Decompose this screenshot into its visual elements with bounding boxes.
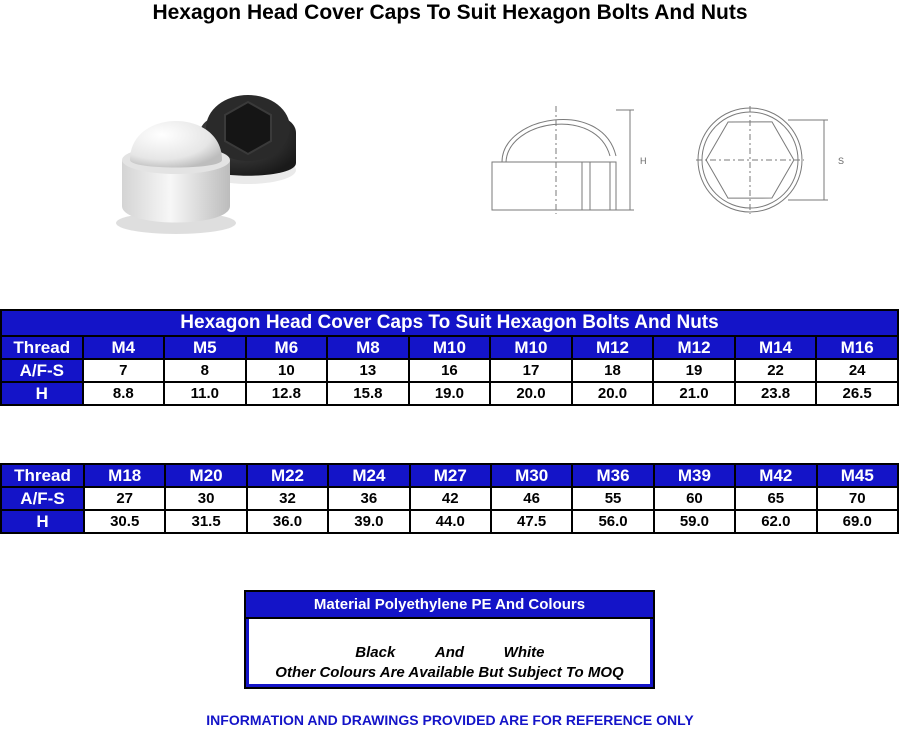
thread-cell: M39 <box>654 464 735 487</box>
af-cell: 70 <box>817 487 898 510</box>
thread-cell: M45 <box>817 464 898 487</box>
thread-cell: M30 <box>491 464 572 487</box>
af-cell: 22 <box>735 359 817 382</box>
size-table-1 <box>0 309 899 406</box>
h-cell: 20.0 <box>572 382 654 405</box>
row-label-af: A/F-S <box>1 487 84 510</box>
h-cell: 69.0 <box>817 510 898 533</box>
af-cell: 16 <box>409 359 491 382</box>
material-body <box>246 619 653 687</box>
thread-cell: M5 <box>164 336 246 359</box>
thread-cell: M10 <box>409 336 491 359</box>
h-cell: 21.0 <box>653 382 735 405</box>
h-cell: 56.0 <box>572 510 653 533</box>
h-cell: 20.0 <box>490 382 572 405</box>
product-photo <box>108 88 313 236</box>
height-label: H <box>640 156 647 166</box>
thread-cell: M6 <box>246 336 328 359</box>
h-cell: 11.0 <box>164 382 246 405</box>
af-label: S <box>838 156 845 166</box>
thread-cell: M12 <box>653 336 735 359</box>
af-cell: 19 <box>653 359 735 382</box>
reference-disclaimer: INFORMATION AND DRAWINGS PROVIDED ARE FOR REFERENCE ONLY <box>206 712 694 728</box>
thread-cell: M42 <box>735 464 816 487</box>
material-heading: Material Polyethylene PE And Colours <box>246 592 653 619</box>
colour-black: Black <box>355 644 396 661</box>
h-cell: 26.5 <box>816 382 898 405</box>
h-cell: 47.5 <box>491 510 572 533</box>
row-label-h: H <box>1 510 84 533</box>
height-row <box>1 382 898 405</box>
af-cell: 18 <box>572 359 654 382</box>
side-view-drawing <box>484 104 664 216</box>
af-cell: 42 <box>410 487 491 510</box>
thread-cell: M14 <box>735 336 817 359</box>
af-cell: 60 <box>654 487 735 510</box>
page-title: Hexagon Head Cover Caps To Suit Hexagon Bolts And Nuts <box>152 1 748 24</box>
h-cell: 19.0 <box>409 382 491 405</box>
thread-row <box>1 464 898 487</box>
af-cell: 24 <box>816 359 898 382</box>
colour-white: White <box>503 644 545 661</box>
af-cell: 32 <box>247 487 328 510</box>
thread-cell: M24 <box>328 464 409 487</box>
h-cell: 12.8 <box>246 382 328 405</box>
h-cell: 30.5 <box>84 510 165 533</box>
size-table-2 <box>0 463 899 534</box>
h-cell: 31.5 <box>165 510 246 533</box>
table-title: Hexagon Head Cover Caps To Suit Hexagon Bolts And Nuts <box>1 310 898 336</box>
af-cell: 30 <box>165 487 246 510</box>
h-cell: 44.0 <box>410 510 491 533</box>
thread-cell: M12 <box>572 336 654 359</box>
af-row <box>1 487 898 510</box>
af-cell: 13 <box>327 359 409 382</box>
h-cell: 59.0 <box>654 510 735 533</box>
row-label-h: H <box>1 382 83 405</box>
thread-row <box>1 336 898 359</box>
row-label-thread: Thread <box>1 336 83 359</box>
thread-cell: M36 <box>572 464 653 487</box>
thread-cell: M16 <box>816 336 898 359</box>
row-label-af: A/F-S <box>1 359 83 382</box>
h-cell: 8.8 <box>83 382 165 405</box>
h-cell: 39.0 <box>328 510 409 533</box>
h-cell: 62.0 <box>735 510 816 533</box>
af-cell: 8 <box>164 359 246 382</box>
thread-cell: M27 <box>410 464 491 487</box>
af-cell: 27 <box>84 487 165 510</box>
thread-cell: M20 <box>165 464 246 487</box>
thread-cell: M10 <box>490 336 572 359</box>
thread-cell: M18 <box>84 464 165 487</box>
colour-conjunction: And <box>434 644 465 661</box>
af-cell: 55 <box>572 487 653 510</box>
h-cell: 36.0 <box>247 510 328 533</box>
table-title-row <box>1 310 898 336</box>
af-cell: 7 <box>83 359 165 382</box>
af-cell: 36 <box>328 487 409 510</box>
height-row <box>1 510 898 533</box>
top-view-drawing <box>688 104 858 216</box>
af-cell: 65 <box>735 487 816 510</box>
af-cell: 10 <box>246 359 328 382</box>
row-label-thread: Thread <box>1 464 84 487</box>
af-cell: 17 <box>490 359 572 382</box>
material-box <box>244 590 655 689</box>
af-row <box>1 359 898 382</box>
thread-cell: M8 <box>327 336 409 359</box>
thread-cell: M22 <box>247 464 328 487</box>
af-cell: 46 <box>491 487 572 510</box>
h-cell: 23.8 <box>735 382 817 405</box>
colours-line <box>249 619 650 662</box>
moq-note: Other Colours Are Available But Subject To MOQ <box>275 664 624 681</box>
thread-cell: M4 <box>83 336 165 359</box>
h-cell: 15.8 <box>327 382 409 405</box>
